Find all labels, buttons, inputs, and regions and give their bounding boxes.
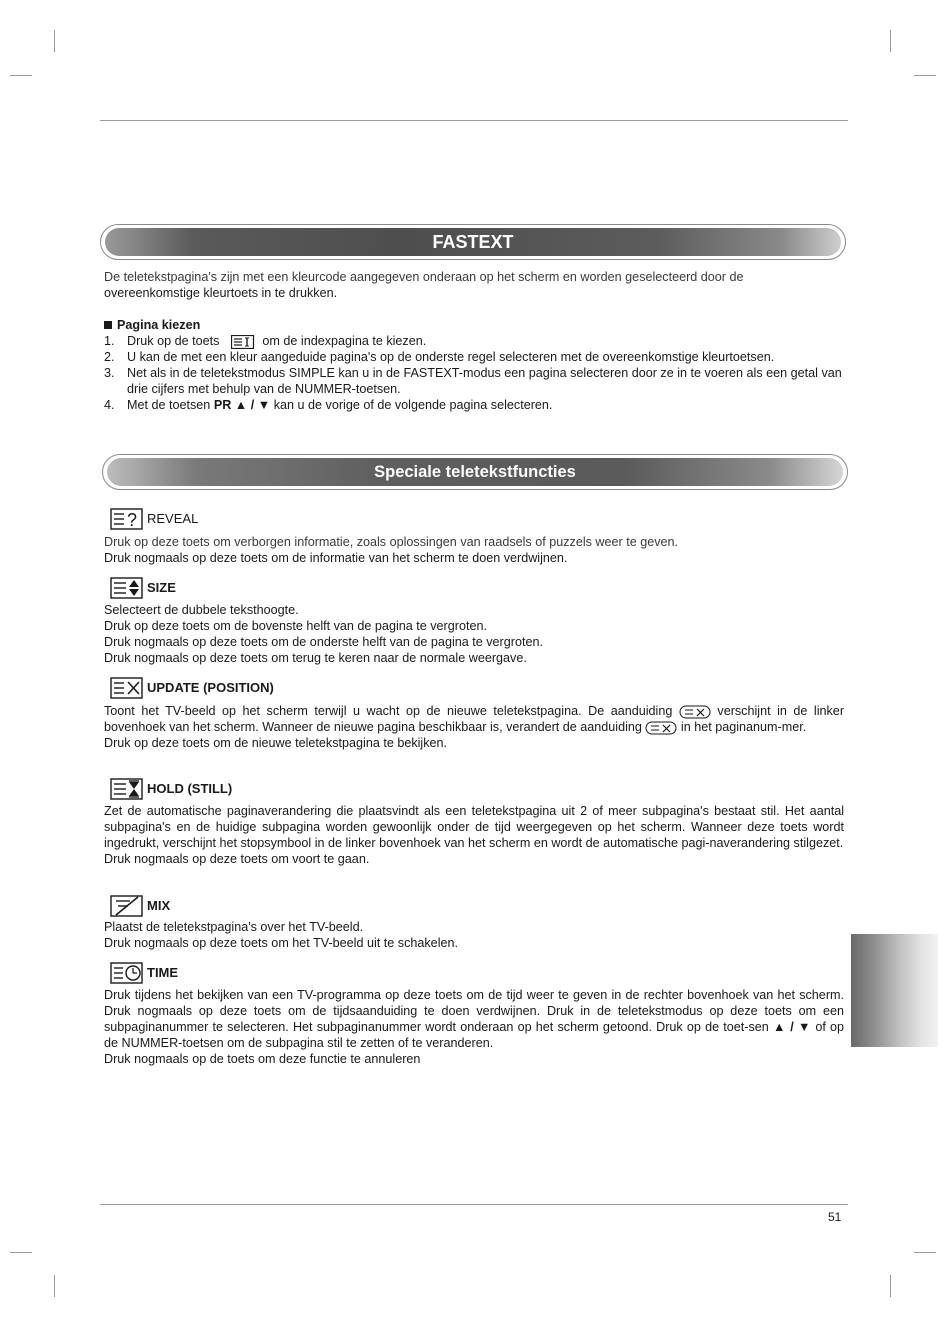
fastext-intro (104, 269, 844, 301)
size-body (104, 602, 844, 666)
crop-mark-bottom-right-v (890, 1275, 891, 1297)
special-title: Speciale teletekstfuncties (107, 458, 843, 486)
update-icon (110, 677, 143, 699)
mix-line2: Druk nogmaals op deze toets om het TV-beeld uit te schakelen. (104, 936, 458, 950)
update-title (110, 677, 274, 699)
reveal-line2: Druk nogmaals op deze toets om de informatie van het scherm te doen verdwijnen. (104, 551, 568, 565)
mix-body (104, 919, 844, 951)
mix-line1: Plaatst de teletekstpagina's over het TV-beeld. (104, 920, 364, 934)
pagina-kiezen-heading-text: Pagina kiezen (117, 318, 201, 332)
hold-title-text: HOLD (STILL) (147, 781, 233, 796)
page-number: 51 (828, 1210, 842, 1224)
crop-mark-bottom-left-v (54, 1275, 55, 1297)
step-3 (104, 365, 844, 397)
size-line3: Druk nogmaals op deze toets om de onderste helft van de pagina te vergroten. (104, 635, 543, 649)
fastext-title: FASTEXT (105, 228, 841, 256)
step-number: 2. (104, 350, 115, 364)
fastext-intro-line2: overeenkomstige kleurtoets in te drukken. (104, 286, 338, 300)
index-page-icon (231, 335, 255, 349)
step4-text-after: kan u de vorige of de volgende pagina selecteren. (273, 398, 553, 412)
time-para1 (104, 987, 844, 1051)
fastext-intro-line1: De teletekstpagina's zijn met een kleurcode aangegeven onderaan op het scherm en worden geselecteerd door de (104, 270, 744, 284)
footer-rule (100, 1204, 848, 1205)
update-part2: verschijnt in de linker bovenhoek van het scherm. Wanneer de nieuwe pagina beschikbaar is, verandert de aanduiding (104, 704, 845, 734)
size-title-text: SIZE (147, 580, 176, 595)
svg-text:?: ? (127, 510, 138, 530)
mix-title-text: MIX (147, 898, 171, 913)
fastext-banner (100, 224, 846, 260)
update-line2: Druk op deze toets om de nieuwe teletekstpagina te bekijken. (104, 736, 448, 750)
step-number: 4. (104, 398, 115, 412)
bullet-square-icon (104, 321, 112, 329)
step-number: 3. (104, 366, 115, 380)
header-rule (100, 120, 848, 121)
reveal-title (110, 508, 198, 530)
time-title (110, 962, 178, 984)
update-indicator-icon (679, 705, 711, 719)
crop-mark-top-left-v (54, 30, 55, 52)
update-part1: Toont het TV-beeld op het scherm terwijl u wacht op de nieuwe teletekstpagina. De aanduiding (104, 704, 673, 718)
step2-text: U kan de met een kleur aangeduide pagina's op de onderste regel selecteren met de overeenkomstige kleurtoetsen. (127, 350, 775, 364)
size-line1: Selecteert de dubbele teksthoogte. (104, 603, 299, 617)
time-body (104, 987, 844, 1067)
step1-text-after: om de indexpagina te kiezen. (262, 334, 427, 348)
hold-para1: Zet de automatische paginaverandering die plaatsvindt als een teletekstpagina uit 2 of meer subpagina's bestaat stil. Het aantal subpagina's en de huidige subpagina worden gewoonlijk onder de tijd weergegeven op het scherm. Wanneer deze toets wordt ingedrukt, verschijnt het stopsymbool in de linker bovenhoek van het scherm en wordt de automatische pagi-naverandering stilgezet. (104, 804, 844, 850)
step-4 (104, 397, 844, 413)
time-arrow-keys: ▲ / ▼ (772, 1020, 812, 1034)
crop-mark-top-right-v (890, 30, 891, 52)
side-tab-gradient (851, 934, 938, 1047)
reveal-icon (110, 508, 143, 530)
time-para1-after: of op de NUMMER-toetsen om de subpagina stil te zetten of te veranderen. (104, 1020, 845, 1050)
size-line4: Druk nogmaals op deze toets om terug te keren naar de normale weergave. (104, 651, 527, 665)
step1-text-before: Druk op de toets (127, 334, 220, 348)
crop-mark-bottom-left-h (10, 1252, 32, 1253)
time-icon (110, 962, 143, 984)
step4-pr-keys: PR ▲ / ▼ (213, 398, 271, 412)
mix-title (110, 895, 170, 917)
reveal-title-text: REVEAL (147, 511, 199, 526)
pagina-kiezen-block (104, 317, 844, 413)
mix-icon (110, 895, 143, 917)
step-2 (104, 349, 844, 365)
step-1 (104, 333, 844, 349)
update-indicator-icon-2 (645, 721, 677, 735)
size-icon (110, 577, 143, 599)
time-title-text: TIME (147, 965, 179, 980)
special-banner (102, 454, 848, 490)
reveal-line1: Druk op deze toets om verborgen informatie, zoals oplossingen van raadsels of puzzels weer te geven. (104, 535, 679, 549)
update-para1 (104, 703, 844, 735)
time-para2: Druk nogmaals op de toets om deze functie te annuleren (104, 1052, 421, 1066)
pagina-kiezen-heading (104, 317, 844, 333)
crop-mark-top-left-h (10, 75, 32, 76)
hold-icon (110, 778, 143, 800)
reveal-body (104, 534, 844, 566)
crop-mark-top-right-h (914, 75, 936, 76)
update-part3: in het paginanum-mer. (680, 720, 807, 734)
hold-para2: Druk nogmaals op deze toets om voort te gaan. (104, 852, 370, 866)
update-body (104, 703, 844, 751)
step-number: 1. (104, 334, 115, 348)
step4-text-before: Met de toetsen (127, 398, 211, 412)
update-title-text: UPDATE (POSITION) (147, 680, 274, 695)
step3-text: Net als in de teletekstmodus SIMPLE kan u in de FASTEXT-modus een pagina selecteren door ze in te voeren als een getal van drie cijfers met behulp van de NUMMER-toetsen. (127, 366, 842, 396)
steps-list (104, 333, 844, 413)
crop-mark-bottom-right-h (914, 1252, 936, 1253)
hold-body (104, 803, 844, 867)
hold-title (110, 778, 232, 800)
time-para1-before: Druk tijdens het bekijken van een TV-programma op deze toets om de tijd weer te geven in de rechter bovenhoek van het scherm. Druk nogmaals op deze toets om de tijdsaanduiding te doen verdwijnen. Druk in de teletekstmodus op deze toets om een subpaginanummer te selecteren. Het subpaginanummer wordt onderaan op het scherm getoond. Druk op de toet-sen (104, 988, 844, 1034)
size-line2: Druk op deze toets om de bovenste helft van de pagina te vergroten. (104, 619, 487, 633)
size-title (110, 577, 176, 599)
